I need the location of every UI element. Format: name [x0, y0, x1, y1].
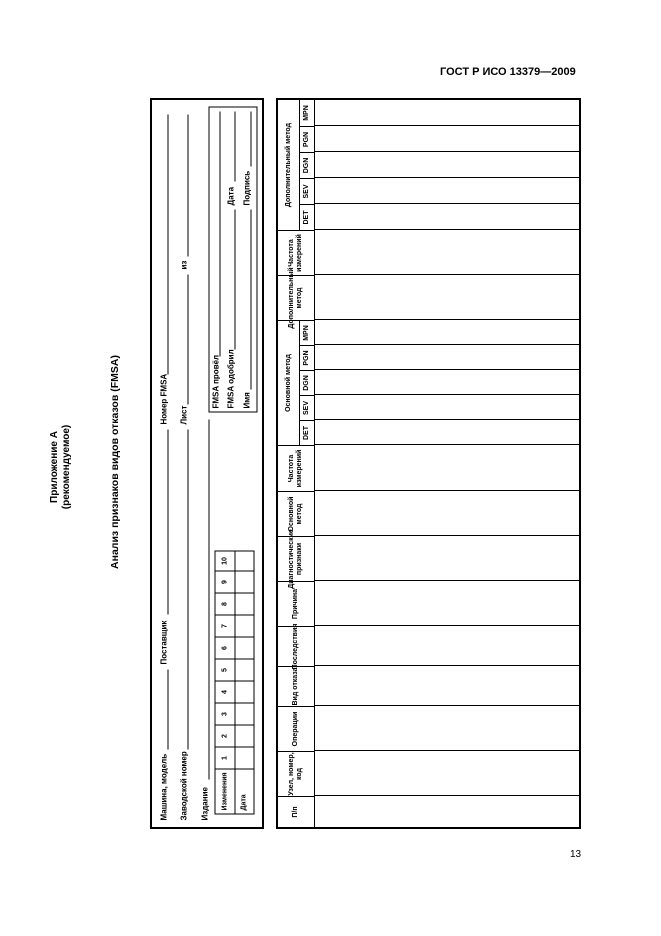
appendix-type: (рекомендуемое) [61, 424, 72, 510]
rating-header-pgn: PGN [300, 126, 315, 152]
grid-line [315, 369, 579, 370]
checked-label: FMSA провёл [211, 354, 221, 409]
revision-col-10[interactable]: 10 [216, 552, 235, 572]
col-header-main-method: Основной метод [278, 491, 315, 536]
form-header-content [155, 98, 265, 825]
col-header-additional-method: Дополнительный метод [278, 275, 315, 320]
of-label: из [179, 260, 189, 270]
revision-date-cell[interactable] [235, 572, 254, 594]
revision-col-2[interactable]: 2 [216, 726, 235, 748]
rating-header-sev: SEV [300, 178, 315, 204]
col-header-frequency-1: Частота измерений [278, 445, 315, 491]
revision-date-cell[interactable] [235, 704, 254, 726]
revision-col-1[interactable]: 1 [216, 748, 235, 770]
date-label: Дата [240, 794, 248, 811]
fmsa-number-label: Номер FMSA [159, 373, 169, 425]
checked-field[interactable] [220, 112, 221, 357]
edition-label: Издание [200, 787, 210, 821]
standard-code: ГОСТ Р ИСО 13379—2009 [440, 66, 576, 78]
col-header-unit: Узел, номер, код [278, 751, 315, 796]
grid-line [315, 444, 579, 445]
revision-col-3[interactable]: 3 [216, 704, 235, 726]
col-header-frequency-2: Частота измерений [278, 230, 315, 275]
machine-field[interactable] [168, 670, 169, 750]
grid-line [315, 665, 579, 666]
signature-field[interactable] [251, 112, 252, 167]
changes-label: Изменения [221, 772, 229, 811]
grid-line [315, 419, 579, 420]
grid-line [315, 580, 579, 581]
edition-field[interactable] [209, 420, 210, 780]
revision-date-cell[interactable] [235, 682, 254, 704]
revision-col-6[interactable]: 6 [216, 638, 235, 660]
revision-date-cell[interactable] [235, 594, 254, 616]
revision-col-7[interactable]: 7 [216, 616, 235, 638]
grid-line [315, 394, 579, 395]
col-header-diagnostic: Диагностические признаки [278, 536, 315, 581]
grid-line [315, 151, 579, 152]
rating-header-dgn: DGN [300, 152, 315, 178]
grid-line [315, 625, 579, 626]
rating-header-det: DET [300, 204, 315, 230]
approval-box [209, 107, 258, 413]
table-body[interactable] [315, 100, 579, 827]
revision-date-cell[interactable] [235, 616, 254, 638]
grid-line [315, 705, 579, 706]
supplier-label: Поставщик [159, 620, 169, 665]
grid-line [315, 125, 579, 126]
machine-label: Машина, модель [159, 753, 169, 821]
group-header-additional-method: Дополнительный метод [278, 100, 300, 230]
approval-date-label: Дата [226, 186, 236, 206]
sheet-field[interactable] [188, 275, 189, 405]
grid-line [315, 795, 579, 796]
serial-field[interactable] [188, 430, 189, 750]
name-label: Имя [242, 392, 252, 409]
grid-line [315, 750, 579, 751]
revision-date-cell[interactable] [235, 660, 254, 682]
of-field[interactable] [188, 115, 189, 257]
approved-label: FMSA одобрил [226, 349, 236, 409]
document-title: Анализ признаков видов отказов (FMSA) [109, 355, 121, 569]
revision-date-cell[interactable] [235, 726, 254, 748]
approval-date-field[interactable] [235, 112, 236, 182]
grid-line [315, 535, 579, 536]
revision-col-8[interactable]: 8 [216, 594, 235, 616]
signature-label: Подпись [242, 170, 252, 206]
revision-col-9[interactable]: 9 [216, 572, 235, 594]
col-header-consequences: Последствия [278, 626, 315, 666]
page-number: 13 [570, 849, 582, 860]
supplier-field[interactable] [168, 430, 169, 615]
rating-header-pgn: PGN [300, 345, 315, 370]
revision-col-5[interactable]: 5 [216, 660, 235, 682]
revision-col-4[interactable]: 4 [216, 682, 235, 704]
rating-header-sev: SEV [300, 395, 315, 420]
grid-line [315, 177, 579, 178]
form-header-box [150, 98, 264, 829]
name-field[interactable] [251, 210, 252, 390]
fmsa-table [276, 98, 581, 829]
fmsa-number-field[interactable] [168, 115, 169, 375]
grid-line [315, 274, 579, 275]
revisions-table [215, 551, 255, 815]
appendix-label: Приложение А [49, 431, 60, 503]
group-header-basic-method: Основной метод [278, 320, 300, 445]
col-header-cause: Причина [278, 581, 315, 626]
rating-header-dgn: DGN [300, 370, 315, 395]
sheet-label: Лист [179, 405, 189, 425]
revision-date-cell[interactable] [235, 638, 254, 660]
rating-header-det: DET [300, 420, 315, 445]
approved-field[interactable] [235, 210, 236, 350]
grid-line [315, 344, 579, 345]
appendix-caption [49, 407, 73, 527]
revision-dates-row [235, 552, 254, 814]
col-header-operation: Операции [278, 706, 315, 751]
grid-line [315, 490, 579, 491]
revision-date-cell[interactable] [235, 552, 254, 572]
revisions-row [216, 552, 236, 814]
rating-header-mpn: MPN [300, 100, 315, 126]
fmsa-table-content [278, 100, 579, 827]
rating-header-mpn: MPN [300, 320, 315, 345]
col-header-pp: П/п [278, 796, 315, 827]
serial-label: Заводской номер [179, 751, 189, 821]
grid-line [315, 319, 579, 320]
grid-line [315, 229, 579, 230]
grid-line [315, 203, 579, 204]
col-header-failure-mode: Вид отказа [278, 666, 315, 706]
revision-date-cell[interactable] [235, 748, 254, 770]
